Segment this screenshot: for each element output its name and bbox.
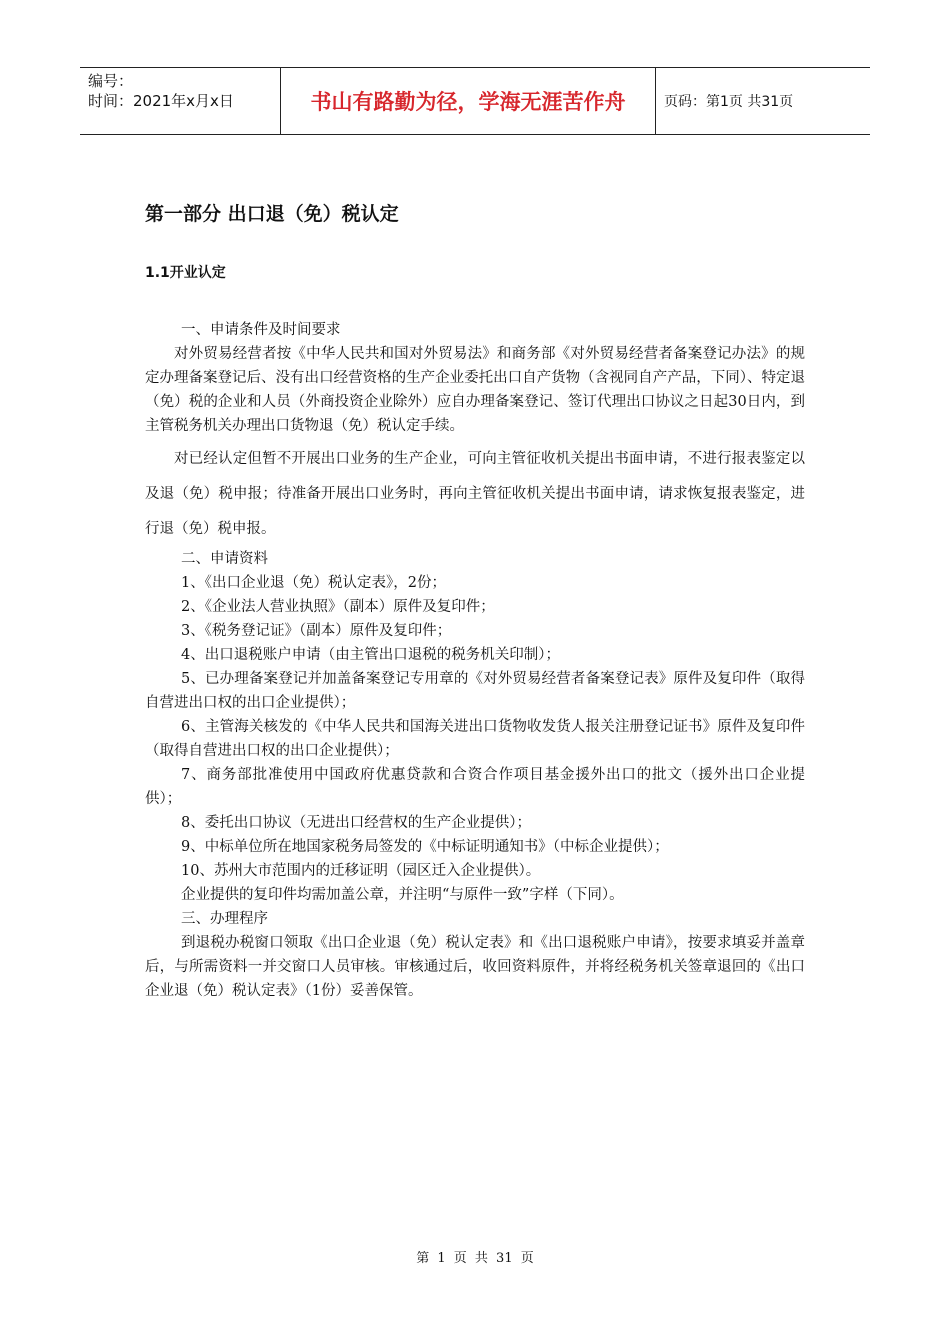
- paragraph-suspension: 对已经认定但暂不开展出口业务的生产企业，可向主管征收机关提出书面申请，不进行报表鉴定以及退（免）税申报；待准备开展出口业务时，再向主管征收机关提出书面申请，请求恢复报表鉴定，进行退（免）税申报。: [145, 451, 805, 537]
- list-item: 5、已办理备案登记并加盖备案登记专用章的《对外贸易经营者备案登记表》原件及复印件（取得自营进出口权的出口企业提供）；: [145, 671, 805, 711]
- header-motto: 书山有路勤为径，学海无涯苦作舟: [280, 68, 656, 134]
- document-date: 时间：2021年x月x日: [88, 92, 234, 110]
- paragraph-procedure: 到退税办税窗口领取《出口企业退（免）税认定表》和《出口退税账户申请》，按要求填妥并盖章后，与所需资料一并交窗口人员审核。审核通过后，收回资料原件，并将经税务机关签章退回的《出口企业退（免）税认定表》（1份）妥善保管。: [145, 935, 805, 999]
- list-item: 1、《出口企业退（免）税认定表》，2份；: [181, 575, 446, 591]
- part-title: 第一部分 出口退（免）税认定: [145, 203, 399, 225]
- heading-procedure: 三、办理程序: [181, 911, 268, 927]
- section-title: 1.1开业认定: [145, 265, 226, 281]
- list-item: 6、主管海关核发的《中华人民共和国海关进出口货物收发货人报关注册登记证书》原件及复印件（取得自营进出口权的出口企业提供）；: [145, 719, 805, 759]
- document-number-label: 编号：: [88, 72, 134, 90]
- heading-materials: 二、申请资料: [181, 551, 268, 567]
- list-item: 2、《企业法人营业执照》（副本）原件及复印件；: [181, 599, 495, 615]
- list-item: 7、商务部批准使用中国政府优惠贷款和合资合作项目基金援外出口的批文（援外出口企业提供）；: [145, 767, 805, 807]
- list-item: 10、苏州大市范围内的迁移证明（园区迁入企业提供）。: [181, 863, 541, 879]
- header-meta: [80, 68, 280, 134]
- page-footer: 第 1 页 共 31 页: [416, 1251, 534, 1266]
- list-item: 3、《税务登记证》（副本）原件及复印件；: [181, 623, 452, 639]
- paragraph-conditions: 对外贸易经营者按《中华人民共和国对外贸易法》和商务部《对外贸易经营者备案登记办法》的规定办理备案登记后、没有出口经营资格的生产企业委托出口自产货物（含视同自产产品，下同）、特定退（免）税的企业和人员（外商投资企业除外）应自办理备案登记、签订代理出口协议之日起30日内，到主管税务机关办理出口货物退（免）税认定手续。: [145, 346, 805, 434]
- note-copies: 企业提供的复印件均需加盖公章，并注明“与原件一致”字样（下同）。: [181, 887, 624, 903]
- document-body: [145, 318, 805, 1003]
- page-header: [80, 67, 870, 135]
- heading-conditions: 一、申请条件及时间要求: [181, 322, 341, 338]
- header-page-info: 页码：第1页 共31页: [664, 94, 794, 110]
- list-item: 8、委托出口协议（无进出口经营权的生产企业提供）；: [181, 815, 531, 831]
- list-item: 9、中标单位所在地国家税务局签发的《中标证明通知书》（中标企业提供）；: [181, 839, 669, 855]
- list-item: 4、出口退税账户申请（由主管出口退税的税务机关印制）；: [181, 647, 560, 663]
